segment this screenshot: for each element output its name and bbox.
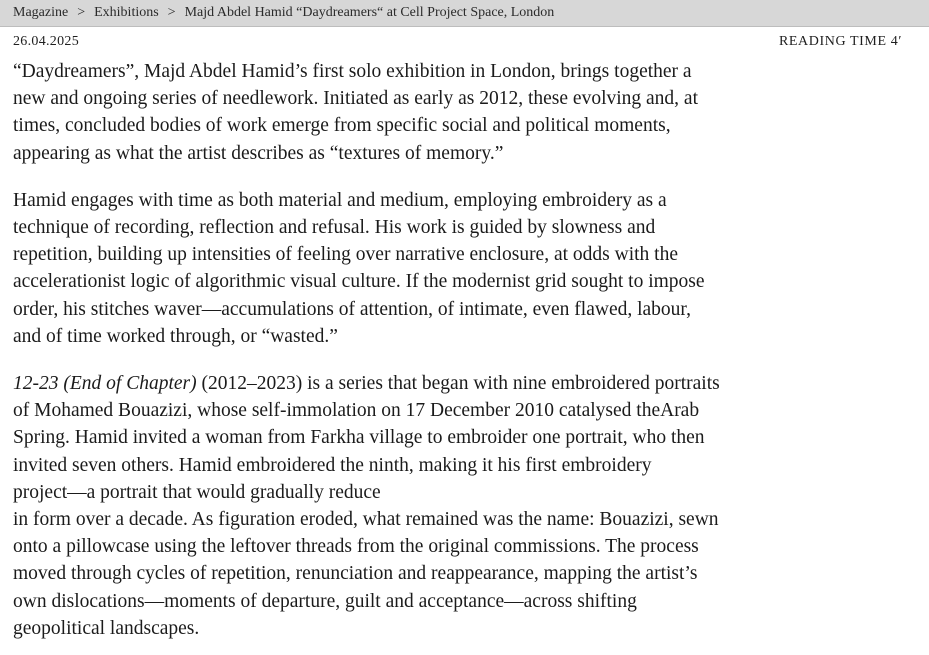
text-line: moved through cycles of repetition, renunciation and reappearance, mapping the artist’s	[13, 563, 698, 585]
article-meta	[13, 34, 902, 50]
text-line: geopolitical landscapes.	[13, 617, 200, 639]
text-line: project—a portrait that would gradually reduce	[13, 481, 381, 503]
reading-time: READING TIME 4′	[778, 34, 902, 49]
text-line: onto a pillowcase using the leftover threads from the original commissions. The process	[13, 536, 699, 558]
text-line: times, concluded bodies of work emerge from specific social and political moments,	[13, 115, 671, 137]
breadcrumb-current-page: Majd Abdel Hamid “Daydreamers“ at Cell Project Space, London	[184, 5, 555, 20]
text-line: repetition, building up intensities of feeling over narrative enclosure, at odds with the	[13, 244, 678, 266]
text-line: of Mohamed Bouazizi, whose self-immolation on 17 December 2010 catalysed theArab	[13, 400, 700, 422]
breadcrumb-exhibitions-link[interactable]: Exhibitions	[94, 5, 159, 20]
text-line: Hamid engages with time as both material and medium, employing embroidery as a	[13, 189, 667, 211]
text-line: technique of recording, reflection and refusal. His work is guided by slowness and	[13, 217, 656, 239]
text-line: order, his stitches waver—accumulations of attention, of intimate, even flawed, labour,	[13, 298, 692, 320]
text-line: and of time worked through, or “wasted.”	[13, 325, 338, 347]
text-fragment: (2012–2023) is a series that began with nine embroidered portraits	[196, 373, 720, 395]
breadcrumb	[0, 0, 929, 27]
article-paragraph-1	[13, 58, 823, 167]
text-line: own dislocations—moments of departure, guilt and acceptance—across shifting	[13, 590, 637, 612]
text-line: accelerationist logic of algorithmic visual culture. If the modernist grid sought to impose	[13, 271, 705, 293]
breadcrumb-magazine-link[interactable]: Magazine	[13, 5, 69, 20]
text-line	[13, 370, 823, 397]
article-body	[13, 58, 823, 642]
text-line: Spring. Hamid invited a woman from Farkha village to embroider one portrait, who then	[13, 427, 705, 449]
text-line: invited seven others. Hamid embroidered the ninth, making it his first embroidery	[13, 454, 652, 476]
article-paragraph-3	[13, 370, 823, 642]
breadcrumb-separator: >	[77, 5, 86, 20]
artwork-title: 12-23 (End of Chapter)	[13, 373, 197, 395]
text-line: new and ongoing series of needlework. Initiated as early as 2012, these evolving and, at	[13, 88, 699, 110]
article-paragraph-2	[13, 187, 823, 350]
text-line: “Daydreamers”, Majd Abdel Hamid’s first solo exhibition in London, brings together a	[13, 61, 692, 82]
breadcrumb-separator: >	[167, 5, 176, 20]
text-line: appearing as what the artist describes as “textures of memory.”	[13, 142, 504, 164]
text-line: in form over a decade. As figuration eroded, what remained was the name: Bouazizi, sewn	[13, 509, 719, 531]
publish-date: 26.04.2025	[13, 34, 79, 49]
